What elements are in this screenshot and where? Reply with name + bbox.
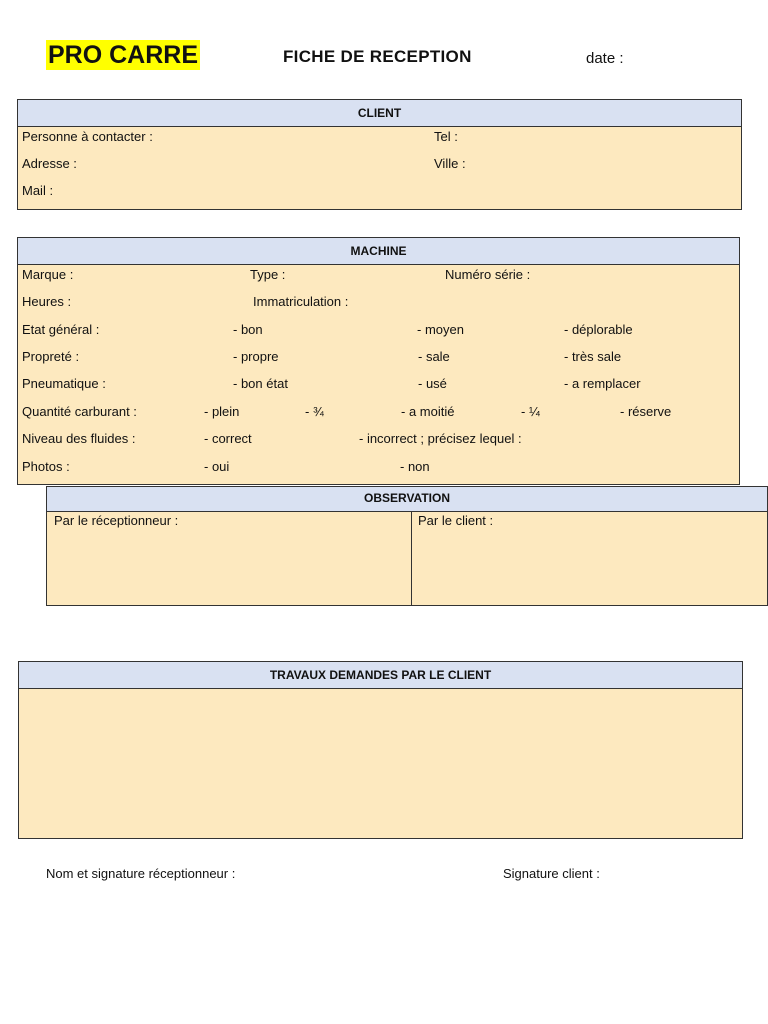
client-section: [17, 99, 742, 210]
requested-work-heading: TRAVAUX DEMANDES PAR LE CLIENT: [19, 662, 742, 689]
receptionist-signature-label: Nom et signature réceptionneur :: [46, 866, 236, 881]
date-label: date :: [586, 50, 624, 67]
fuel-option-half[interactable]: - a moitié: [401, 404, 455, 419]
fuel-option-three-quarter[interactable]: - ¾: [305, 404, 324, 419]
type-field[interactable]: Type :: [250, 267, 286, 282]
condition-option-average[interactable]: - moyen: [417, 322, 464, 337]
hours-field[interactable]: Heures :: [22, 294, 72, 309]
company-logo: PRO CARRE: [48, 41, 199, 69]
address-field[interactable]: Adresse :: [22, 156, 77, 171]
mail-field[interactable]: Mail :: [22, 183, 54, 198]
fuel-option-quarter[interactable]: - ¼: [521, 404, 540, 419]
machine-section: [17, 237, 740, 485]
tel-field[interactable]: Tel :: [434, 129, 458, 144]
client-heading: CLIENT: [18, 100, 741, 127]
observation-section: [46, 486, 768, 606]
tyres-label: Pneumatique :: [22, 376, 106, 391]
condition-option-poor[interactable]: - déplorable: [564, 322, 633, 337]
photos-option-yes[interactable]: - oui: [204, 459, 230, 474]
fuel-option-full[interactable]: - plein: [204, 404, 240, 419]
tyres-option-good[interactable]: - bon état: [233, 376, 288, 391]
condition-label: Etat général :: [22, 322, 100, 337]
observation-heading: OBSERVATION: [47, 487, 767, 512]
condition-option-good[interactable]: - bon: [233, 322, 263, 337]
cleanliness-option-clean[interactable]: - propre: [233, 349, 279, 364]
observation-divider: [411, 512, 412, 605]
client-signature-label: Signature client :: [503, 866, 600, 881]
tyres-option-replace[interactable]: - a remplacer: [564, 376, 641, 391]
page-title: FICHE DE RECEPTION: [283, 47, 472, 66]
fuel-label: Quantité carburant :: [22, 404, 137, 419]
cleanliness-label: Propreté :: [22, 349, 80, 364]
contact-field[interactable]: Personne à contacter :: [22, 129, 153, 144]
fluids-option-correct[interactable]: - correct: [204, 431, 252, 446]
serial-field[interactable]: Numéro série :: [445, 267, 531, 282]
fluids-label: Niveau des fluides :: [22, 431, 136, 446]
registration-field[interactable]: Immatriculation :: [253, 294, 349, 309]
city-field[interactable]: Ville :: [434, 156, 466, 171]
client-observation-field[interactable]: Par le client :: [418, 513, 494, 528]
requested-work-field[interactable]: [19, 689, 742, 838]
photos-label: Photos :: [22, 459, 70, 474]
brand-field[interactable]: Marque :: [22, 267, 74, 282]
fuel-option-reserve[interactable]: - réserve: [620, 404, 672, 419]
requested-work-section: [18, 661, 743, 839]
cleanliness-option-dirty[interactable]: - sale: [418, 349, 450, 364]
machine-heading: MACHINE: [18, 238, 739, 265]
receptionist-observation-field[interactable]: Par le réceptionneur :: [54, 513, 179, 528]
photos-option-no[interactable]: - non: [400, 459, 430, 474]
cleanliness-option-very-dirty[interactable]: - très sale: [564, 349, 622, 364]
tyres-option-worn[interactable]: - usé: [418, 376, 447, 391]
fluids-option-incorrect[interactable]: - incorrect ; précisez lequel :: [359, 431, 522, 446]
